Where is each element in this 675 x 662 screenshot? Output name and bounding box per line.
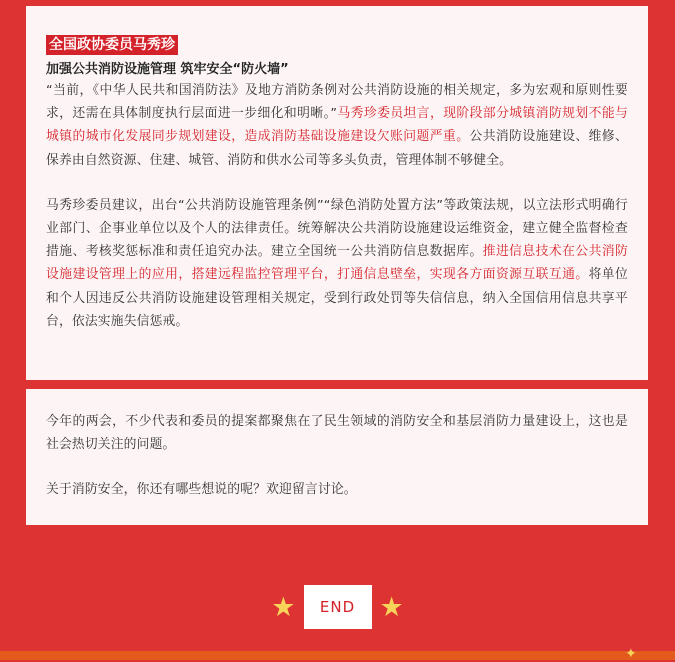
body-text: 马秀珍委员建议，出台“公共消防设施管理条例”“绿色消防处置方法”等政策法规，以立法形式明确行业部门、企事业单位以及个人的法律责任。统筹解决公共消防设施建设运维资金，建立健全监督检查措施、考核奖惩标准和责任追究办法。建立全国统一公共消防信息数据库。 bbox=[46, 197, 628, 260]
end-marker bbox=[0, 585, 675, 629]
paragraph-gap bbox=[46, 172, 628, 194]
highlight-text: 推进信息技术在公共消防设施建设管理上的应用，搭建远程监控管理平台，打通信息壁垒，实现各方面资源互联互通。 bbox=[46, 244, 629, 283]
member-name-tag: 全国政协委员马秀珍 bbox=[46, 35, 178, 55]
footer-band bbox=[0, 651, 675, 660]
highlight-text: 马秀珍委员坦言，现阶段部分城镇消防规划不能与城镇的城市化发展同步规划建设，造成消防基础设施建设欠账问题严重。 bbox=[46, 106, 628, 145]
closing-card bbox=[26, 389, 648, 525]
star-icon: ★ bbox=[271, 591, 296, 623]
closing-paragraph: 今年的两会，不少代表和委员的提案都聚焦在了民生领域的消防安全和基层消防力量建设上，这也是社会热切关注的问题。 bbox=[46, 414, 628, 453]
star-icon: ★ bbox=[379, 591, 404, 623]
quote-text: “当前，《中华人民共和国消防法》及地方消防条例对公共消防设施的相关规定，多为宏观和原则性要求，还需在具体制度执行层面进一步细化和明晰。” bbox=[46, 83, 628, 122]
footer-decoration-icon: ✦ bbox=[625, 646, 637, 662]
discussion-prompt: 关于消防安全，你还有哪些想说的呢？欢迎留言讨论。 bbox=[46, 482, 357, 498]
article-card-ma-xiuzhen bbox=[26, 6, 648, 380]
body-text: 公共消防设施建设、维修、保养由自然资源、住建、城管、消防和供水公司等多头负责，管理体制不够健全。 bbox=[46, 129, 628, 168]
end-label: END bbox=[304, 585, 372, 629]
paragraph-gap bbox=[46, 456, 628, 478]
paragraph-suggestion bbox=[46, 194, 628, 333]
section-heading: 加强公共消防设施管理 筑牢安全“防火墙” bbox=[46, 62, 289, 77]
body-text: 将单位和个人因违反公共消防设施建设管理相关规定，受到行政处罚等失信信息，纳入全国信用信息共享平台，依法实施失信惩戒。 bbox=[46, 267, 628, 329]
paragraph-problem bbox=[46, 79, 628, 172]
